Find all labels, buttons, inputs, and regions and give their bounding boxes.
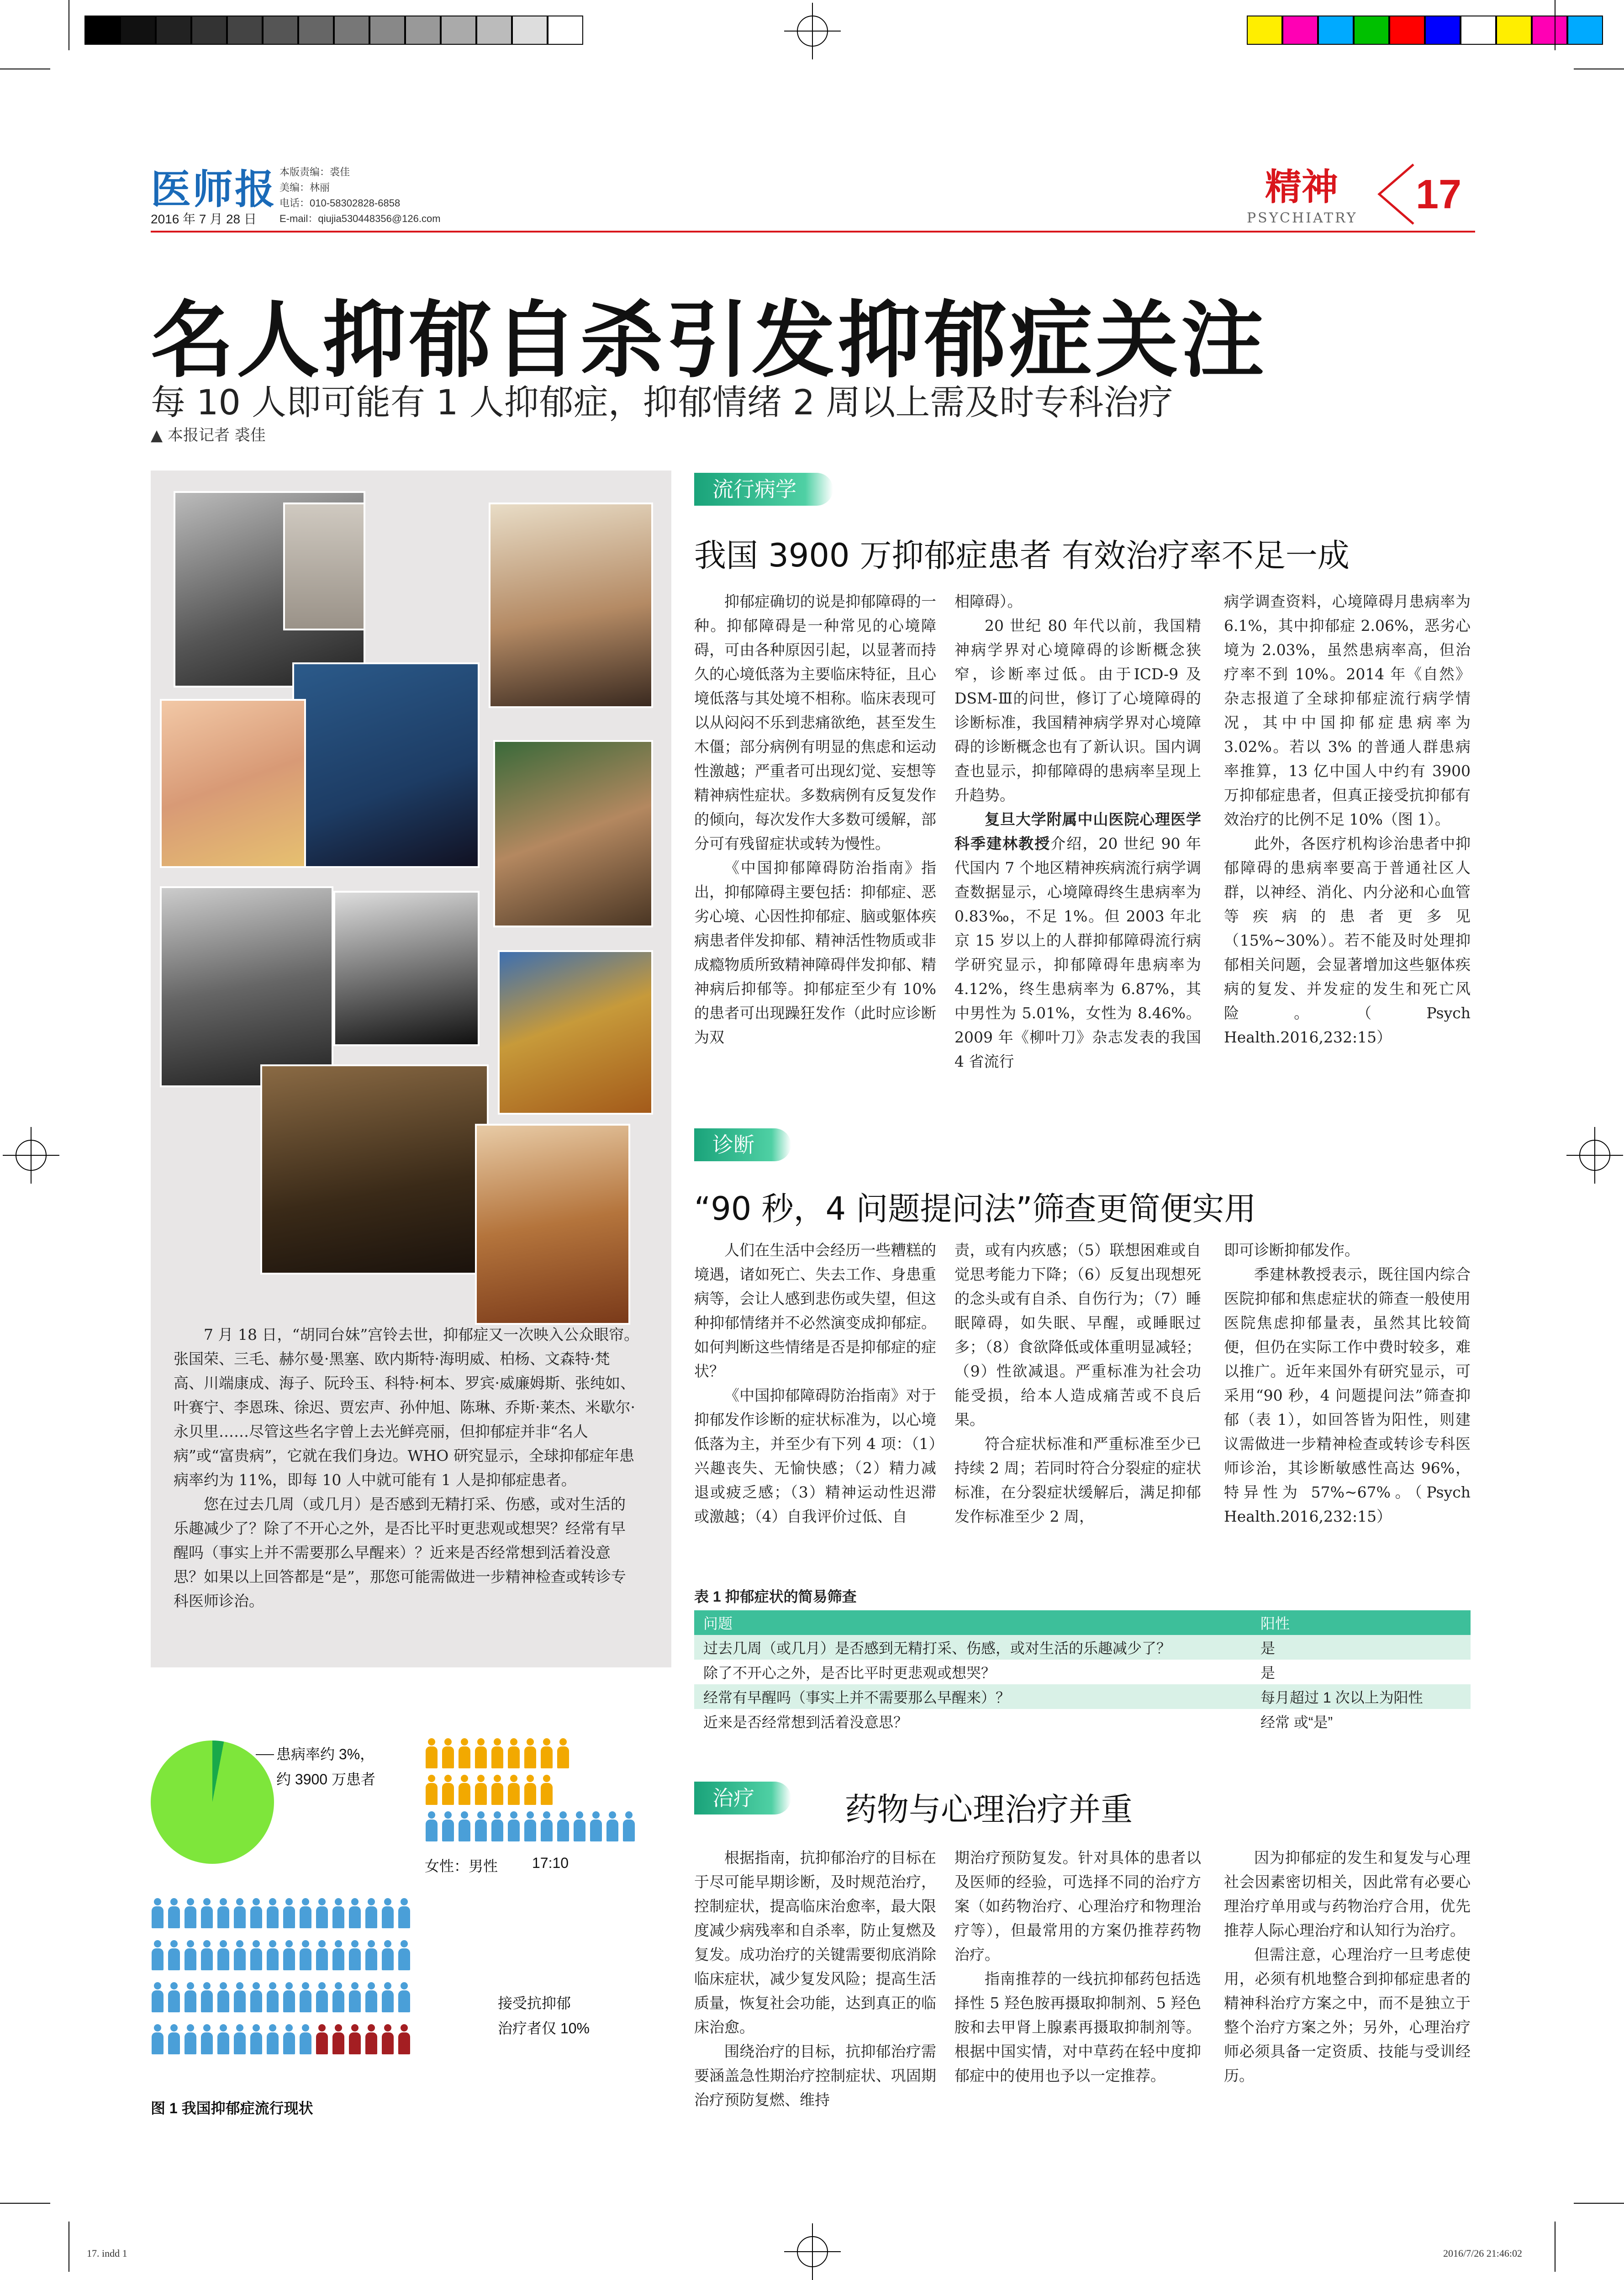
- section-name: 精神: [1265, 165, 1338, 208]
- untreated-person-icon: [348, 1982, 362, 2013]
- pie-leader-line: [256, 1754, 274, 1755]
- article-column: [1224, 589, 1471, 1049]
- untreated-person-icon: [200, 1940, 214, 1971]
- untreated-person-icon: [249, 2024, 263, 2055]
- header-divider: [151, 231, 1475, 233]
- pie-label: 患病率约 3%，: [276, 1746, 375, 1762]
- table-header: 问题: [694, 1610, 1251, 1635]
- section-title: 药物与心理治疗并重: [845, 1791, 1133, 1828]
- treated-person-icon: [348, 2024, 362, 2055]
- treated-person-icon: [397, 2024, 411, 2055]
- section-title: “90 秒，4 问题提问法”筛查更简便实用: [694, 1190, 1256, 1227]
- article-column: [694, 1846, 936, 2112]
- female-icon: [507, 1775, 521, 1806]
- table-header: 阳性: [1251, 1610, 1471, 1635]
- untreated-person-icon: [315, 1982, 329, 2013]
- untreated-person-icon: [151, 2024, 164, 2055]
- article-column: [694, 1238, 936, 1529]
- paragraph: 抑郁症确切的说是抑郁障碍的一种。抑郁障碍是一种常见的心境障碍，可由各种原因引起，以显著而持久的心境低落为主要临床特征，且心境低落与其处境不相称。临床表现可以从闷闷不乐到悲痛欲绝，甚至发生木僵；部分病例有明显的焦虑和运动性激越；严重者可出现幻觉、妄想等精神病性症状。多数病例有反复发作的倾向，每次发作大多数可缓解，部分可有残留症状或转为慢性。: [694, 592, 936, 852]
- untreated-person-icon: [233, 1898, 247, 1929]
- table-cell: 除了不开心之外，是否比平时更悲观或想哭？: [694, 1660, 1251, 1684]
- intro-text: [174, 1323, 639, 1613]
- untreated-person-icon: [299, 1982, 312, 2013]
- issue-date: 2016 年 7 月 28 日: [151, 212, 257, 226]
- table-cell: 近来是否经常想到活着没意思？: [694, 1709, 1251, 1734]
- untreated-person-icon: [364, 1982, 378, 2013]
- untreated-person-icon: [200, 2024, 214, 2055]
- portrait-photo: [333, 891, 480, 1046]
- crop-mark: [0, 2203, 50, 2204]
- table-row: [694, 1635, 1471, 1660]
- male-icon: [474, 1811, 488, 1842]
- untreated-person-icon: [282, 1982, 296, 2013]
- treated-label: 接受抗抑郁: [498, 1995, 571, 2011]
- female-icon: [490, 1775, 504, 1806]
- screening-table: [694, 1610, 1471, 1734]
- table-title: 表 1 抑郁症状的简易筛查: [694, 1588, 857, 1605]
- female-icon: [540, 1775, 554, 1806]
- untreated-person-icon: [282, 1940, 296, 1971]
- male-icon: [507, 1811, 521, 1842]
- byline: ▲ 本报记者 裘佳: [151, 426, 266, 444]
- male-icon: [573, 1811, 586, 1842]
- male-icon: [425, 1811, 438, 1842]
- expert-name: 复旦大学附属中山医院心理医学科季建林教授: [954, 810, 1201, 852]
- male-icon: [441, 1811, 455, 1842]
- subheadline: 每 10 人即可能有 1 人抑郁症，抑郁情绪 2 周以上需及时专科治疗: [151, 382, 1173, 423]
- male-icon: [589, 1811, 603, 1842]
- portrait-photo: [292, 662, 480, 868]
- paragraph: 根据指南，抗抑郁治疗的目标在于尽可能早期诊断，及时规范治疗，控制症状，提高临床治愈率，最大限度减少病残率和自杀率，防止复燃及复发。成功治疗的关键需要彻底消除临床症状，减少复发风险；提高生活质量，恢复社会功能，达到真正的临床治愈。: [694, 1849, 936, 2036]
- untreated-person-icon: [348, 1898, 362, 1929]
- registration-target-bottom: [797, 2236, 828, 2267]
- untreated-person-icon: [184, 1982, 197, 2013]
- section-name-en: PSYCHIATRY: [1247, 210, 1358, 226]
- untreated-person-icon: [249, 1940, 263, 1971]
- untreated-person-icon: [381, 1940, 395, 1971]
- paragraph: 病学调查资料，心境障碍月患病率为 6.1%，其中抑郁症 2.06%，恶劣心境为 2.03%，虽然患病率高，但治疗率不到 10%。2014 年《自然》杂志报道了全球抑郁症流行病学情况，其中中国抑郁症患病率为 3.02%。若以 3% 的普通人群患病率推算，13 亿中国人中约有 3900 万抑郁症患者，但真正接受抗抑郁有效治疗的比例不足 10%（图 1）。: [1224, 592, 1471, 828]
- treated-person-icon: [364, 2024, 378, 2055]
- editor-line: 本版责编：裘佳: [279, 166, 350, 178]
- untreated-person-icon: [332, 1982, 345, 2013]
- portrait-photo: [489, 503, 653, 708]
- female-icon: [507, 1738, 521, 1769]
- treatment-row: [151, 2024, 411, 2055]
- paragraph-text: 介绍，20 世纪 90 年代国内 7 个地区精神疾病流行病学调查数据显示，心境障碍终生患病率为 0.83‰，不足 1%。但 2003 年北京 15 岁以上的人群抑郁障碍流行病学研究显示，抑郁障碍年患病率为 4.12%，终生患病率为 6.87%，其中男性为 5.01%，女性为 8.46%。2009 年《柳叶刀》杂志发表的我国 4 省流行: [954, 835, 1201, 1070]
- female-icon: [458, 1738, 471, 1769]
- treatment-row: [151, 1898, 411, 1929]
- female-icon: [425, 1738, 438, 1769]
- paragraph: 人们在生活中会经历一些糟糕的境遇，诸如死亡、失去工作、身患重病等，会让人感到悲伤或失望，但这种抑郁情绪并不必然演变成抑郁症。如何判断这些情绪是否是抑郁症的症状？: [694, 1241, 936, 1380]
- female-icon: [523, 1775, 537, 1806]
- untreated-person-icon: [282, 1898, 296, 1929]
- untreated-person-icon: [216, 1982, 230, 2013]
- portrait-photo: [283, 503, 365, 630]
- paragraph: 季建林教授表示，既往国内综合医院抑郁和焦虑症状的筛查一般使用医院焦虑抑郁量表，虽然其比较简便，但仍在实际工作中费时较多，难以推广。近年来国外有研究显示，可采用“90 秒，4 问题提问法”筛查抑郁（表 1），如回答皆为阳性，则建议需做进一步精神检查或转诊专科医师诊治，其诊断敏感性高达 96%，特异性为 57%~67%。（Psych Health.2016,232:15）: [1224, 1265, 1471, 1525]
- table-cell: 经常有早醒吗（事实上并不需要那么早醒来）？: [694, 1684, 1251, 1709]
- untreated-person-icon: [282, 2024, 296, 2055]
- female-icon: [523, 1738, 537, 1769]
- editor-line: 美编：林丽: [279, 182, 330, 193]
- pie-label: 约 3900 万患者: [276, 1771, 375, 1788]
- portrait-photo: [498, 950, 653, 1115]
- portrait-photo: [260, 1064, 489, 1275]
- headline: 名人抑郁自杀引发抑郁症关注: [151, 292, 1267, 389]
- intro-paragraph: 7 月 18 日，“胡同台妹”宫铃去世，抑郁症又一次映入公众眼帘。张国荣、三毛、赫尔曼·黑塞、欧内斯特·海明威、柏杨、文森特·梵高、川端康成、海子、阮玲玉、科特·柯本、罗宾·威廉姆斯、张纯如、叶赛宁、李恩珠、徐迟、贾宏声、孙仲旭、陈琳、乔斯·莱杰、米歇尔·永贝里……尽管这些名字曾上去光鲜亮丽，但抑郁症并非“名人病”或“富贵病”，它就在我们身边。WHO 研究显示，全球抑郁症年患病率约为 11%，即每 10 人中就可能有 1 人是抑郁症患者。: [174, 1326, 639, 1489]
- untreated-person-icon: [266, 2024, 279, 2055]
- untreated-person-icon: [167, 1898, 181, 1929]
- editor-line: 电话：010-58302828-6858: [279, 197, 401, 209]
- paragraph: 但需注意，心理治疗一旦考虑使用，必须有机地整合到抑郁症患者的精神科治疗方案之中，而不是独立于整个治疗方案之外；另外，心理治疗师必须具备一定资质、技能与受训经历。: [1224, 1946, 1471, 2084]
- section-tag: 治疗: [694, 1782, 791, 1814]
- female-row: [425, 1775, 554, 1806]
- untreated-person-icon: [216, 2024, 230, 2055]
- untreated-person-icon: [200, 1982, 214, 2013]
- untreated-person-icon: [397, 1898, 411, 1929]
- intro-paragraph: 您在过去几周（或几月）是否感到无精打采、伤感，或对生活的乐趣减少了？除了不开心之外，是否比平时更悲观或想哭？经常有早醒吗（事实上并不需要那么早醒来）？近来是否经常想到活着没意思？如果以上回答都是“是”，那您可能需做进一步精神检查或转诊专科医师诊治。: [174, 1495, 626, 1610]
- female-icon: [474, 1775, 488, 1806]
- article-column: [954, 1238, 1201, 1529]
- portrait-photo: [160, 886, 333, 1087]
- male-icon: [540, 1811, 554, 1842]
- untreated-person-icon: [249, 1898, 263, 1929]
- registration-target-right: [1579, 1140, 1610, 1171]
- paragraph: 责，或有内疚感；（5）联想困难或自觉思考能力下降；（6）反复出现想死的念头或有自杀、自伤行为；（7）睡眠障碍，如失眠、早醒，或睡眠过多；（8）食欲降低或体重明显减轻；（9）性欲减退。严重标准为社会功能受损，给本人造成痛苦或不良后果。: [954, 1241, 1201, 1428]
- paragraph: 《中国抑郁障碍防治指南》指出，抑郁障碍主要包括：抑郁症、恶劣心境、心因性抑郁症、脑或躯体疾病患者伴发抑郁、精神活性物质或非成瘾物质所致精神障碍伴发抑郁、精神病后抑郁等。抑郁症至少有 10% 的患者可出现躁狂发作（此时应诊断为双: [694, 859, 936, 1046]
- grayscale-registration-bar: [84, 16, 583, 45]
- untreated-person-icon: [233, 1940, 247, 1971]
- treated-label: 治疗者仅 10%: [498, 2020, 590, 2037]
- file-slug: 17. indd 1: [87, 2248, 127, 2259]
- table-cell: 经常 或“是”: [1251, 1709, 1471, 1734]
- untreated-person-icon: [332, 1898, 345, 1929]
- untreated-person-icon: [364, 1940, 378, 1971]
- untreated-person-icon: [315, 1898, 329, 1929]
- table-cell: 每月超过 1 次以上为阳性: [1251, 1684, 1471, 1709]
- paragraph: 指南推荐的一线抗抑郁药包括选择性 5 羟色胺再摄取抑制剂、5 羟色胺和去甲肾上腺素再摄取抑制剂等。根据中国实情，对中草药在轻中度抑郁症中的使用也予以一定推荐。: [954, 1970, 1201, 2084]
- crop-mark: [1574, 2203, 1624, 2204]
- color-registration-bar: [1247, 16, 1603, 45]
- untreated-person-icon: [332, 1940, 345, 1971]
- untreated-person-icon: [167, 1940, 181, 1971]
- untreated-person-icon: [266, 1898, 279, 1929]
- article-column: [954, 589, 1201, 1074]
- treated-person-icon: [381, 2024, 395, 2055]
- female-icon: [556, 1738, 570, 1769]
- male-icon: [458, 1811, 471, 1842]
- untreated-person-icon: [184, 1898, 197, 1929]
- untreated-person-icon: [381, 1982, 395, 2013]
- untreated-person-icon: [266, 1982, 279, 2013]
- female-icon: [458, 1775, 471, 1806]
- untreated-person-icon: [151, 1898, 164, 1929]
- article-column: [954, 1846, 1201, 2088]
- female-icon: [441, 1738, 455, 1769]
- untreated-person-icon: [364, 1898, 378, 1929]
- treatment-row: [151, 1982, 411, 2013]
- female-icon: [441, 1775, 455, 1806]
- untreated-person-icon: [184, 1940, 197, 1971]
- untreated-person-icon: [167, 2024, 181, 2055]
- chevron-left-icon: [1375, 162, 1416, 226]
- section-title: 我国 3900 万抑郁症患者 有效治疗率不足一成: [694, 537, 1350, 574]
- portrait-photo: [475, 1124, 630, 1325]
- male-icon: [490, 1811, 504, 1842]
- portrait-photo: [493, 740, 653, 927]
- paragraph: 相障碍）。: [954, 592, 1023, 610]
- untreated-person-icon: [348, 1940, 362, 1971]
- page-number: 17: [1416, 172, 1462, 217]
- untreated-person-icon: [249, 1982, 263, 2013]
- table-cell: 过去几周（或几月）是否感到无精打采、伤感，或对生活的乐趣减少了？: [694, 1635, 1251, 1660]
- article-column: [694, 589, 936, 1049]
- paragraph: 20 世纪 80 年代以前，我国精神病学界对心境障碍的诊断概念狭窄，诊断率过低。由于ICD-9 及 DSM-Ⅲ的问世，修订了心境障碍的诊断标准，我国精神病学界对心境障碍的诊断概念也有了新认识。国内调查也显示，抑郁障碍的患病率呈现上升趋势。: [954, 617, 1201, 804]
- paragraph: [954, 807, 1201, 1074]
- figure-caption: 图 1 我国抑郁症流行现状: [151, 2100, 313, 2116]
- section-tag: 诊断: [694, 1128, 791, 1161]
- female-row: [425, 1738, 570, 1769]
- female-icon: [490, 1738, 504, 1769]
- article-column: [1224, 1846, 1471, 2088]
- paragraph: 符合症状标准和严重标准至少已持续 2 周；若同时符合分裂症的症状标准，在分裂症状缓解后，满足抑郁发作标准至少 2 周，: [954, 1435, 1201, 1525]
- table-cell: 是: [1251, 1660, 1471, 1684]
- article-column: [1224, 1238, 1471, 1529]
- paragraph: 此外，各医疗机构诊治患者中抑郁障碍的患病率要高于普通社区人群，以神经、消化、内分泌和心血管等疾病的患者更多见（15%~30%）。若不能及时处理抑郁相关问题，会显著增加这些躯体疾病的复发、并发症的发生和死亡风险。（Psych Health.2016,232:15）: [1224, 835, 1471, 1046]
- gender-ratio: 17:10: [532, 1855, 569, 1871]
- untreated-person-icon: [151, 1982, 164, 2013]
- male-icon: [556, 1811, 570, 1842]
- gender-label: 女性：男性: [425, 1858, 498, 1874]
- treatment-row: [151, 1940, 411, 1971]
- portrait-photo: [160, 699, 306, 868]
- female-icon: [425, 1775, 438, 1806]
- male-icon: [606, 1811, 619, 1842]
- paragraph: 即可诊断抑郁发作。: [1224, 1241, 1360, 1259]
- table-row: [694, 1684, 1471, 1709]
- untreated-person-icon: [184, 2024, 197, 2055]
- section-tag: 流行病学: [694, 473, 833, 506]
- table-header-row: [694, 1610, 1471, 1635]
- untreated-person-icon: [397, 1940, 411, 1971]
- paragraph: 因为抑郁症的发生和复发与心理社会因素密切相关，因此常有必要心理治疗单用或与药物治疗合用，优先推荐人际心理治疗和认知行为治疗。: [1224, 1849, 1471, 1939]
- untreated-person-icon: [315, 1940, 329, 1971]
- editor-email: E-mail：qiujia530448356@126.com: [279, 213, 441, 224]
- untreated-person-icon: [233, 2024, 247, 2055]
- female-icon: [474, 1738, 488, 1769]
- paragraph: 《中国抑郁障碍防治指南》对于抑郁发作诊断的症状标准为，以心境低落为主，并至少有下列 4 项：（1）兴趣丧失、无愉快感；（2）精力减退或疲乏感；（3）精神运动性迟滞或激越；（4）自我评价过低、自: [694, 1386, 936, 1525]
- newspaper-masthead: 医师报: [151, 165, 277, 213]
- paragraph: 期治疗预防复发。针对具体的患者以及医师的经验，可选择不同的治疗方案（如药物治疗、心理治疗和物理治疗等），但最常用的方案仍推荐药物治疗。: [954, 1849, 1201, 1963]
- untreated-person-icon: [151, 1940, 164, 1971]
- untreated-person-icon: [233, 1982, 247, 2013]
- treated-person-icon: [332, 2024, 345, 2055]
- table-row: [694, 1660, 1471, 1684]
- table-cell: 是: [1251, 1635, 1471, 1660]
- untreated-person-icon: [200, 1898, 214, 1929]
- untreated-person-icon: [216, 1940, 230, 1971]
- paragraph: 围绕治疗的目标，抗抑郁治疗需要涵盖急性期治疗控制症状、巩固期治疗预防复燃、维持: [694, 2042, 936, 2109]
- untreated-person-icon: [299, 2024, 312, 2055]
- female-icon: [540, 1738, 554, 1769]
- table-row: [694, 1709, 1471, 1734]
- male-row: [425, 1811, 636, 1842]
- print-timestamp: 2016/7/26 21:46:02: [1443, 2248, 1522, 2259]
- untreated-person-icon: [381, 1898, 395, 1929]
- registration-target-left: [16, 1140, 47, 1171]
- untreated-person-icon: [397, 1982, 411, 2013]
- prevalence-pie-chart: [151, 1740, 274, 1864]
- treated-person-icon: [315, 2024, 329, 2055]
- untreated-person-icon: [216, 1898, 230, 1929]
- registration-target-top: [797, 16, 828, 47]
- male-icon: [523, 1811, 537, 1842]
- editor-info: [279, 164, 441, 227]
- untreated-person-icon: [299, 1898, 312, 1929]
- male-icon: [622, 1811, 636, 1842]
- untreated-person-icon: [299, 1940, 312, 1971]
- untreated-person-icon: [167, 1982, 181, 2013]
- untreated-person-icon: [266, 1940, 279, 1971]
